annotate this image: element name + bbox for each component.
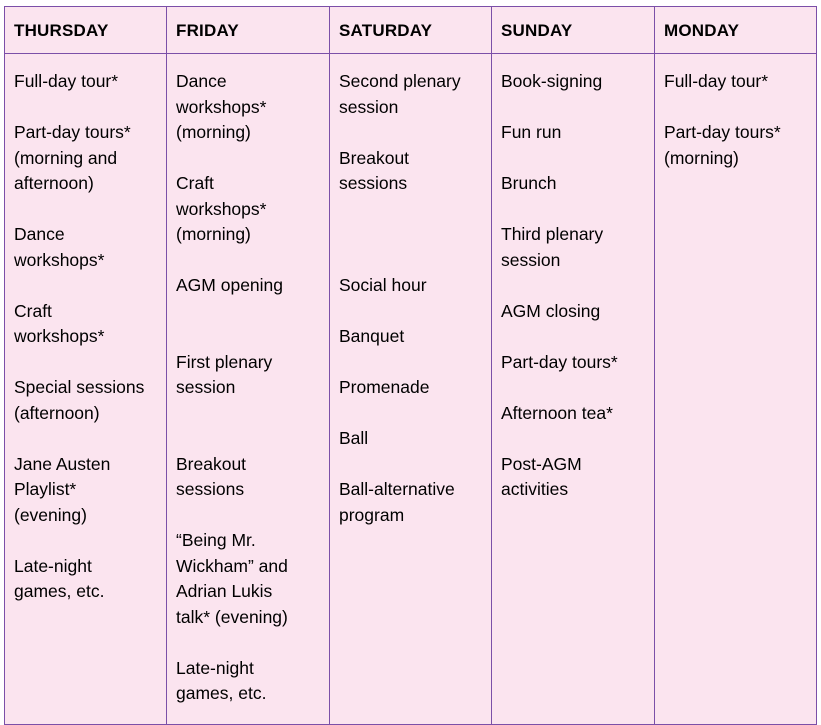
events-cell-friday (167, 54, 330, 725)
event-item (339, 477, 485, 528)
event-item (339, 324, 485, 350)
spacer (176, 630, 323, 656)
spacer (339, 197, 485, 223)
event-line: workshops* (14, 326, 105, 346)
event-item (664, 120, 810, 171)
events-cell-sunday (492, 54, 655, 725)
event-item (501, 171, 648, 197)
event-item (339, 146, 485, 197)
event-item (176, 350, 323, 401)
spacer (501, 273, 648, 299)
spacer (501, 324, 648, 350)
event-line: Playlist* (14, 479, 77, 499)
spacer (14, 426, 160, 452)
event-item (501, 299, 648, 325)
spacer (14, 350, 160, 376)
spacer (339, 120, 485, 146)
event-item (501, 452, 648, 503)
event-line: Craft (14, 300, 52, 321)
event-line: Wickham” and (176, 555, 288, 576)
spacer (176, 426, 323, 452)
event-line: Special sessions (14, 377, 145, 397)
events-cell-saturday (330, 54, 492, 725)
event-line: Jane Austen (14, 453, 111, 474)
event-item (339, 426, 485, 452)
event-line: (afternoon) (14, 402, 100, 423)
event-item (339, 69, 485, 120)
header-row (5, 7, 817, 54)
events-row (5, 54, 817, 725)
event-line: Third plenary (501, 224, 604, 244)
spacer (176, 503, 323, 529)
event-line: Post-AGM (501, 453, 582, 474)
event-item (339, 273, 485, 299)
event-line: games, etc. (176, 683, 267, 703)
event-line: Late-night (176, 657, 254, 678)
spacer (501, 375, 648, 401)
event-item (176, 171, 323, 248)
event-item (176, 69, 323, 146)
event-line: Craft (176, 173, 214, 193)
event-line: Promenade (339, 377, 430, 397)
event-item (501, 401, 648, 427)
event-item (176, 528, 323, 630)
event-line: sessions (339, 173, 408, 193)
event-line: First plenary (176, 351, 273, 372)
spacer (14, 197, 160, 223)
day-header-sunday: SUNDAY (492, 7, 655, 54)
event-item (14, 120, 160, 197)
event-line: Fun run (501, 122, 562, 142)
event-line: Breakout (176, 453, 247, 474)
event-line: Afternoon tea* (501, 402, 613, 423)
event-line: Ball-alternative (339, 479, 455, 499)
event-line: Part-day tours* (14, 122, 131, 142)
spacer (339, 350, 485, 376)
spacer (176, 146, 323, 172)
event-line: AGM opening (176, 275, 284, 295)
event-item (176, 273, 323, 299)
event-line: Dance (176, 71, 227, 91)
day-header-monday: MONDAY (655, 7, 817, 54)
event-line: Ball (339, 428, 369, 448)
spacer (176, 401, 323, 427)
event-line: (morning) (176, 224, 251, 244)
event-line: talk* (evening) (176, 606, 288, 627)
event-line: session (176, 377, 236, 397)
event-line: workshops* (14, 249, 105, 270)
spacer (176, 299, 323, 325)
spacer (501, 197, 648, 223)
events-cell-monday (655, 54, 817, 725)
spacer (339, 222, 485, 248)
event-line: (morning and (14, 147, 118, 168)
event-item (14, 554, 160, 605)
event-line: Full-day tour* (14, 71, 119, 91)
event-item (501, 350, 648, 376)
event-item (501, 222, 648, 273)
spacer (339, 452, 485, 478)
event-line: (morning) (664, 147, 739, 168)
event-line: program (339, 504, 405, 525)
event-line: (evening) (14, 504, 87, 525)
spacer (14, 95, 160, 121)
event-line: workshops* (176, 198, 267, 219)
spacer (339, 401, 485, 427)
day-header-thursday: THURSDAY (5, 7, 167, 54)
spacer (501, 95, 648, 121)
event-item (14, 299, 160, 350)
event-item (339, 375, 485, 401)
day-header-friday: FRIDAY (167, 7, 330, 54)
event-item (176, 452, 323, 503)
spacer (501, 146, 648, 172)
event-line: Part-day tours* (501, 351, 618, 372)
spacer (501, 426, 648, 452)
event-line: games, etc. (14, 581, 105, 601)
event-line: Dance (14, 224, 65, 244)
event-item (176, 656, 323, 707)
event-item (14, 375, 160, 426)
event-item (14, 452, 160, 529)
event-line: Book-signing (501, 71, 603, 91)
event-line: afternoon) (14, 173, 94, 193)
spacer (176, 248, 323, 274)
event-line: Social hour (339, 275, 427, 295)
spacer (339, 299, 485, 325)
event-line: Full-day tour* (664, 71, 769, 91)
event-line: Breakout (339, 147, 410, 168)
event-line: Late-night (14, 555, 92, 576)
event-line: session (339, 96, 399, 117)
events-cell-thursday (5, 54, 167, 725)
spacer (14, 528, 160, 554)
spacer (14, 273, 160, 299)
event-item (664, 69, 810, 95)
event-line: “Being Mr. (176, 530, 256, 550)
event-line: Adrian Lukis (176, 581, 273, 601)
schedule-table (4, 6, 817, 725)
event-item (501, 120, 648, 146)
event-line: AGM closing (501, 300, 601, 321)
spacer (339, 248, 485, 274)
event-line: Second plenary (339, 71, 461, 91)
event-item (14, 69, 160, 95)
spacer (664, 95, 810, 121)
event-item (501, 69, 648, 95)
event-line: session (501, 249, 561, 270)
event-line: sessions (176, 479, 245, 499)
spacer (176, 324, 323, 350)
day-header-saturday: SATURDAY (330, 7, 492, 54)
event-line: (morning) (176, 122, 251, 142)
event-line: Part-day tours* (664, 122, 781, 142)
event-line: Banquet (339, 326, 405, 346)
event-line: workshops* (176, 96, 267, 117)
event-line: activities (501, 479, 569, 499)
event-line: Brunch (501, 173, 557, 193)
event-item (14, 222, 160, 273)
